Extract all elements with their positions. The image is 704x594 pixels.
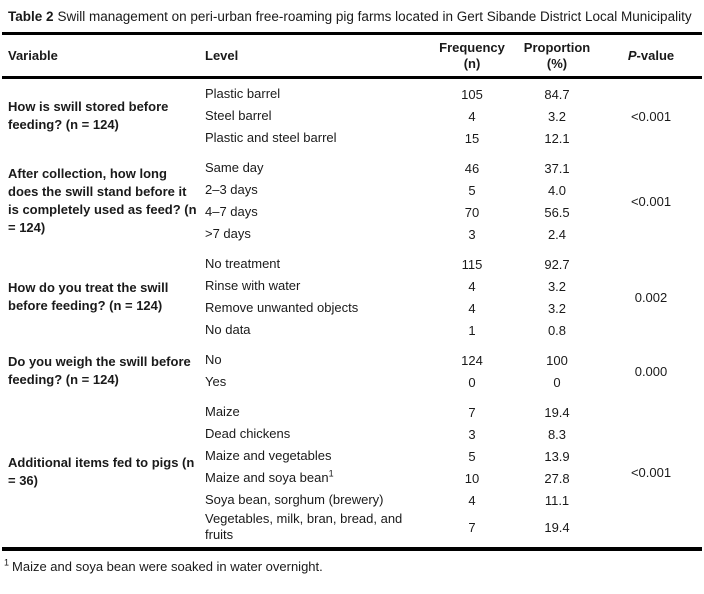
frequency-cell: 7	[468, 404, 476, 420]
level-cell: Maize and vegetables	[205, 448, 332, 463]
frequency-cell: 5	[468, 448, 476, 464]
frequency-cell: 1	[468, 322, 476, 338]
frequency-cell: 105	[461, 86, 483, 102]
level-cell: Remove unwanted objects	[205, 300, 359, 315]
table-row	[199, 401, 607, 423]
variable-label: Do you weigh the swill before feeding? (n = 124)	[8, 354, 191, 387]
pvalue: <0.001	[630, 108, 672, 124]
level-cell: Same day	[205, 160, 264, 175]
frequency-cell: 0	[468, 374, 476, 390]
table-footnote	[0, 551, 704, 574]
table-row	[199, 223, 607, 245]
table-section-treatment	[2, 249, 702, 345]
proportion-cell: 92.7	[544, 256, 570, 272]
column-header-variable: Variable	[8, 47, 58, 63]
pvalue-cell	[607, 253, 695, 341]
frequency-cell: 124	[461, 352, 483, 368]
proportion-cell: 3.2	[547, 300, 567, 316]
data-table	[2, 32, 702, 551]
level-cell: Steel barrel	[205, 108, 272, 123]
table-row	[199, 201, 607, 223]
proportion-cell: 4.0	[547, 182, 567, 198]
frequency-header-line2: (n)	[463, 55, 481, 71]
table-caption-label: Table 2	[8, 9, 54, 24]
proportion-cell: 3.2	[547, 108, 567, 124]
frequency-cell: 3	[468, 226, 476, 242]
proportion-cell: 0	[553, 374, 561, 390]
pvalue-header-suffix: -value	[636, 47, 675, 63]
level-rows	[199, 401, 607, 543]
table-row	[199, 349, 607, 371]
frequency-cell: 10	[464, 470, 480, 486]
frequency-cell: 7	[468, 519, 476, 535]
table-section-storage	[2, 79, 702, 153]
variable-label: After collection, how long does the swill stand before it is completely used as feed? (n = 124)	[8, 166, 197, 235]
level-cell: No	[205, 352, 222, 367]
level-rows	[199, 83, 607, 149]
table-header-row	[2, 35, 702, 79]
frequency-header-line1: Frequency	[439, 39, 505, 55]
level-cell	[199, 470, 437, 486]
variable-label: Additional items fed to pigs (n = 36)	[8, 455, 195, 488]
table-row	[199, 489, 607, 511]
frequency-cell: 4	[468, 278, 476, 294]
frequency-cell: 3	[468, 426, 476, 442]
frequency-cell: 4	[468, 492, 476, 508]
frequency-cell: 115	[461, 256, 483, 272]
proportion-cell: 19.4	[544, 519, 570, 535]
pvalue: 0.002	[634, 289, 668, 305]
variable-cell	[2, 157, 199, 245]
pvalue: 0.000	[634, 363, 668, 379]
table-row	[199, 253, 607, 275]
level-cell: Soya bean, sorghum (brewery)	[205, 492, 384, 507]
table-row	[199, 467, 607, 489]
proportion-cell: 100	[546, 352, 568, 368]
column-header-pvalue	[607, 48, 695, 64]
pvalue-cell	[607, 157, 695, 245]
level-cell: Vegetables, milk, bran, bread, and fruits	[205, 511, 403, 542]
table-row	[199, 511, 607, 543]
table-row	[199, 445, 607, 467]
table-section-standing-time	[2, 153, 702, 249]
level-cell: Maize	[205, 404, 240, 419]
column-header-level: Level	[205, 47, 239, 63]
level-cell: Plastic and steel barrel	[205, 130, 337, 145]
table-row	[199, 179, 607, 201]
table-row	[199, 275, 607, 297]
variable-cell	[2, 349, 199, 393]
table-row	[199, 297, 607, 319]
proportion-cell: 27.8	[544, 470, 570, 486]
proportion-cell: 2.4	[547, 226, 567, 242]
proportion-cell: 11.1	[544, 492, 570, 508]
frequency-cell: 46	[464, 160, 480, 176]
table-row	[199, 105, 607, 127]
pvalue-cell	[607, 401, 695, 543]
proportion-cell: 13.9	[544, 448, 570, 464]
variable-label: How do you treat the swill before feeding? (n = 124)	[8, 280, 169, 313]
frequency-cell: 70	[464, 204, 480, 220]
level-cell: No treatment	[205, 256, 281, 271]
pvalue-header-italic-p: P	[627, 47, 637, 63]
level-cell: Plastic barrel	[205, 86, 281, 101]
table-caption	[0, 0, 704, 32]
table-row	[199, 423, 607, 445]
proportion-cell: 8.3	[547, 426, 567, 442]
level-cell: Dead chickens	[205, 426, 291, 441]
frequency-cell: 15	[464, 130, 480, 146]
proportion-cell: 12.1	[544, 130, 570, 146]
frequency-cell: 4	[468, 108, 476, 124]
proportion-cell: 0.8	[547, 322, 567, 338]
variable-label: How is swill stored before feeding? (n = 124)	[8, 99, 169, 132]
proportion-header-line1: Proportion	[523, 39, 591, 55]
footnote-marker: 1	[4, 557, 10, 568]
level-text: Maize and soya bean	[205, 470, 329, 485]
variable-cell	[2, 83, 199, 149]
pvalue: <0.001	[630, 193, 672, 209]
level-cell: 2–3 days	[205, 182, 258, 197]
pvalue-cell	[607, 349, 695, 393]
column-header-frequency	[437, 40, 507, 72]
level-cell: >7 days	[205, 226, 251, 241]
table-row	[199, 371, 607, 393]
frequency-cell: 5	[468, 182, 476, 198]
proportion-cell: 19.4	[544, 404, 570, 420]
level-rows	[199, 349, 607, 393]
proportion-cell: 3.2	[547, 278, 567, 294]
proportion-cell: 84.7	[544, 86, 570, 102]
footnote-marker-superscript: 1	[328, 468, 334, 479]
footnote-text: Maize and soya bean were soaked in water overnight.	[12, 559, 323, 574]
table-row	[199, 83, 607, 105]
proportion-cell: 37.1	[544, 160, 570, 176]
proportion-cell: 56.5	[544, 204, 570, 220]
table-section-additional-items	[2, 397, 702, 547]
table-section-weighing	[2, 345, 702, 397]
level-rows	[199, 253, 607, 341]
table-row	[199, 157, 607, 179]
proportion-header-line2: (%)	[546, 55, 568, 71]
level-cell: 4–7 days	[205, 204, 258, 219]
pvalue: <0.001	[630, 464, 672, 480]
variable-cell	[2, 401, 199, 543]
level-rows	[199, 157, 607, 245]
level-cell: Rinse with water	[205, 278, 301, 293]
variable-cell	[2, 253, 199, 341]
level-cell: No data	[205, 322, 251, 337]
table-caption-text: Swill management on peri-urban free-roaming pig farms located in Gert Sibande District Local Municipality	[57, 9, 692, 24]
level-cell: Yes	[205, 374, 227, 389]
frequency-cell: 4	[468, 300, 476, 316]
table-row	[199, 127, 607, 149]
column-header-proportion	[507, 40, 607, 72]
pvalue-cell	[607, 83, 695, 149]
table-row	[199, 319, 607, 341]
